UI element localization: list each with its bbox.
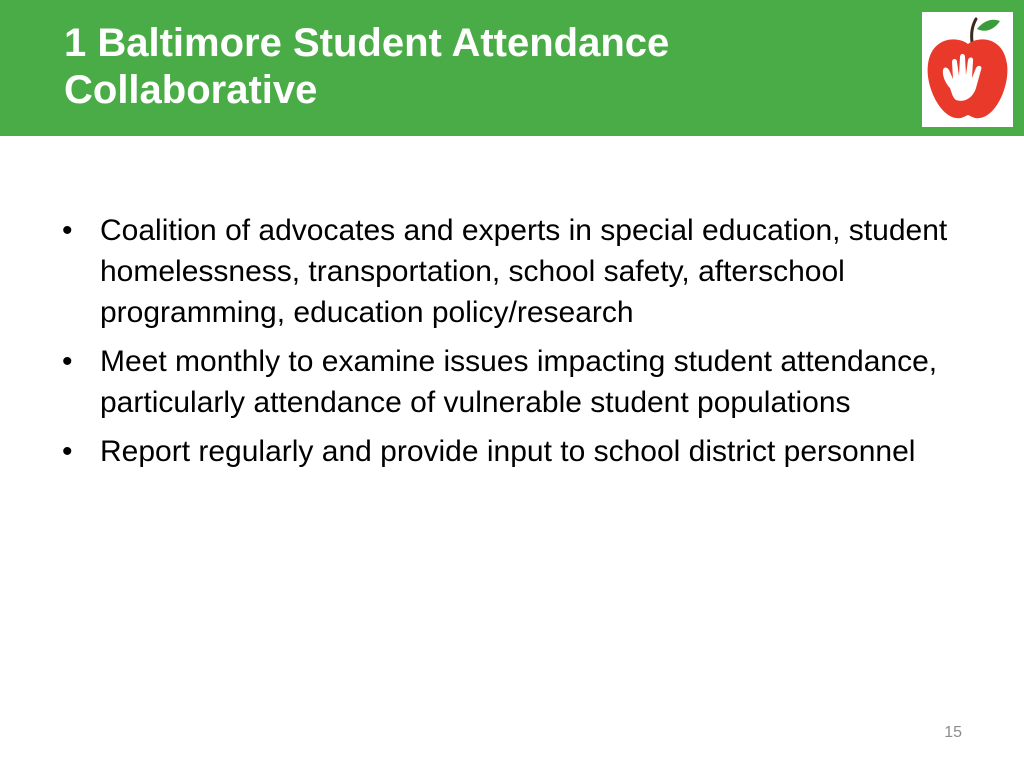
bullet-list (62, 210, 982, 480)
apple-hand-logo-icon (922, 12, 1013, 127)
bullet-text: Meet monthly to examine issues impacting student attendance, particularly attendance of vulnerable student populations (100, 345, 938, 419)
bullet-item (62, 210, 982, 333)
bullet-text: Report regularly and provide input to school district personnel (100, 435, 916, 468)
bullet-item (62, 431, 982, 472)
slide-title: 1 Baltimore Student Attendance Collaborative (64, 21, 670, 112)
apple-stem (972, 19, 976, 42)
page-number: 15 (944, 724, 962, 741)
apple-leaf (977, 20, 1000, 31)
bullet-dot-icon: • (62, 345, 73, 378)
bullet-dot-icon: • (62, 214, 73, 247)
bullet-text: Coalition of advocates and experts in special education, student homelessness, transportation, school safety, afterschool programming, education policy/research (100, 214, 948, 329)
bullet-item (62, 341, 982, 423)
bullet-dot-icon: • (62, 435, 73, 468)
